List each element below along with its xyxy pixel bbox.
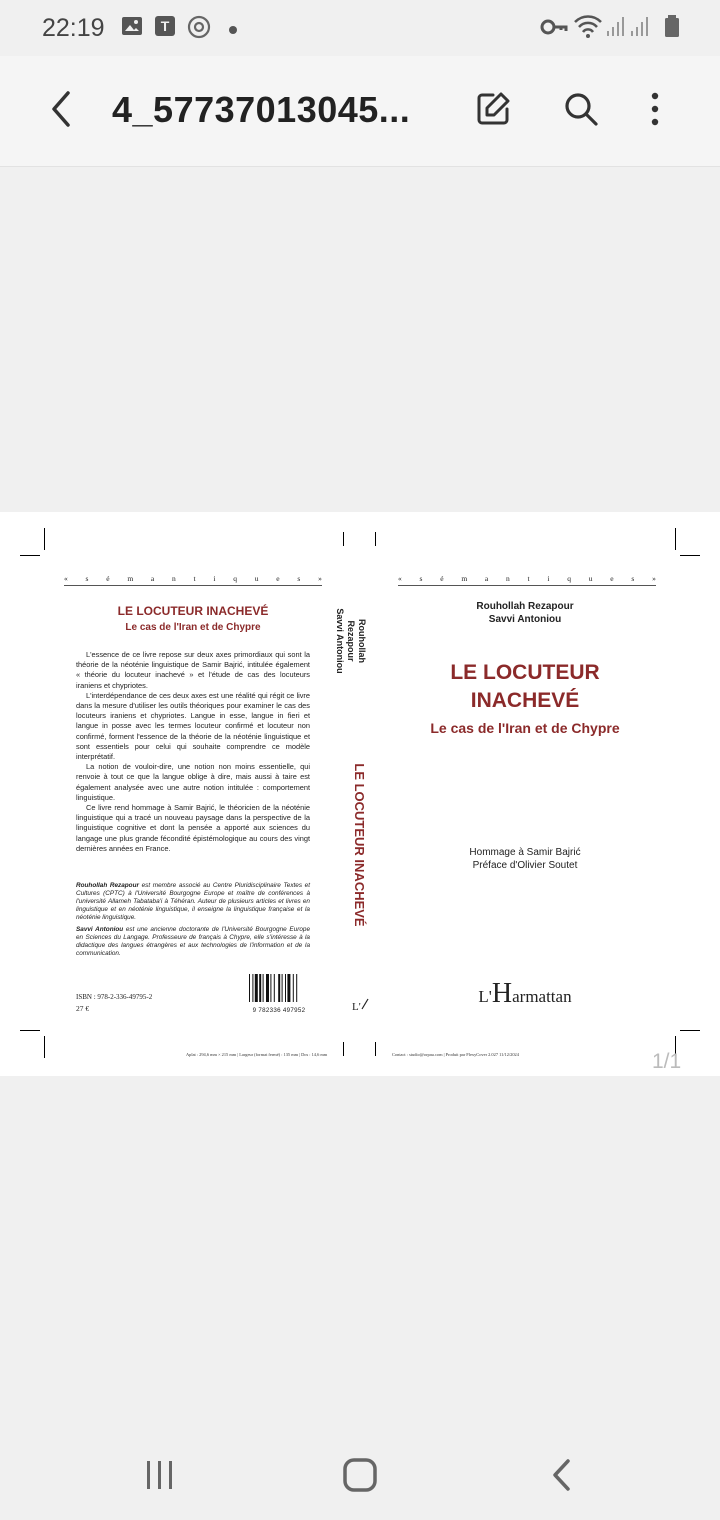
summary-paragraph: Ce livre rend hommage à Samir Bajrić, le théoricien de la néoténie linguistique qui a tracé un nouveau paysage dans la perspective de la linguistique cognitive et dont la pensée a apporté aux sciences du langage une plus grande fécondité épistémologique au cours des vingt dernières années en France.	[76, 803, 310, 853]
bio-author-name: Savvi Antoniou	[76, 926, 124, 933]
back-footer-specs: Aplat : 294,6 mm × 215 mm | Largeur (format fermé) : 135 mm | Dos : 14,6 mm	[186, 1052, 328, 1057]
spine-title: LE LOCUTEUR INACHEVÉ	[352, 763, 367, 927]
crop-mark	[343, 1042, 344, 1056]
isbn-text: ISBN : 978-2-336-49795-2	[76, 993, 153, 1001]
price-text: 27 €	[76, 1004, 90, 1013]
summary-paragraph: La notion de vouloir-dire, une notion non moins essentielle, qui renvoie à tout ce que la langue oblige à dire, mais aussi à taire est également analysée avec une autre notion intitulée : comportement linguistique.	[76, 762, 310, 802]
battery-icon	[664, 14, 680, 43]
barcode-bar	[274, 974, 275, 1002]
back-subtitle: Le cas de l'Iran et de Chypre	[125, 622, 261, 633]
bio-author-name: Rouhollah Rezapour	[76, 882, 139, 889]
front-subtitle: Le cas de l'Iran et de Chypre	[430, 720, 620, 736]
barcode-bar	[282, 974, 283, 1002]
signal-icon-2	[630, 14, 650, 43]
barcode-bar	[266, 974, 269, 1002]
home-button[interactable]	[330, 1450, 390, 1500]
barcode-bar	[296, 974, 297, 1002]
edit-button[interactable]	[468, 84, 518, 134]
barcode-bar	[249, 974, 250, 1002]
front-authors: Rouhollah Rezapour Savvi Antoniou	[476, 601, 574, 625]
home-icon	[342, 1457, 378, 1493]
back-title: LE LOCUTEUR INACHEVÉ	[117, 604, 269, 618]
crop-mark	[375, 532, 376, 546]
app-bar	[0, 56, 720, 167]
back-arrow-icon	[46, 89, 76, 129]
teams-icon	[154, 14, 178, 43]
nav-back-icon	[550, 1458, 574, 1492]
bio-paragraph: Rouhollah Rezapour est membre associé au Centre Pluridisciplinaire Textes et Cultures (CPTC) à l'Université Bourgogne Europe et maître de conférences à l'université Allameh Tabataba'i à Téhéran. Auteur de plusieurs articles et livres en linguistique et en néoténie linguistique, il enseigne la linguistique française et la néoténie linguistique.	[76, 882, 310, 921]
crop-mark	[44, 1036, 45, 1058]
barcode-bar	[278, 974, 280, 1002]
status-time: 22:19	[42, 14, 105, 42]
front-series-rule	[398, 585, 656, 586]
barcode-bar	[252, 974, 253, 1002]
barcode-digits: 9 782336 497952	[252, 1007, 306, 1014]
sync-icon	[186, 14, 212, 45]
author-bios	[76, 882, 310, 962]
notification-dot-icon	[228, 22, 238, 40]
crop-mark	[20, 1030, 40, 1031]
svg-text:T: T	[160, 18, 170, 34]
barcode-bar	[270, 974, 271, 1002]
front-footer-contact: Contact : studio@orpau.com | Produit par FlexyCover 2.027 11/12/2024	[392, 1052, 519, 1057]
more-options-button[interactable]	[630, 84, 680, 134]
crop-mark	[680, 1030, 700, 1031]
search-icon	[561, 89, 601, 129]
harmattan-logo-icon	[361, 998, 369, 1010]
spine-logo: L'	[352, 998, 369, 1013]
back-series-label: « s é m a n t i q u e s »	[64, 574, 322, 583]
recents-button[interactable]	[130, 1450, 190, 1500]
status-bar	[0, 0, 720, 56]
back-series-rule	[64, 585, 322, 586]
crop-mark	[375, 1042, 376, 1056]
more-vert-icon	[649, 89, 661, 129]
crop-mark	[44, 528, 45, 550]
front-title: LE LOCUTEUR INACHEVÉ	[450, 661, 600, 712]
bio-paragraph: Savvi Antoniou est une ancienne doctorante de l'Université Bourgogne Europe en Sciences du Langage. Professeure de français à Chypre, elle s'intéresse à la didactique des langues étrangères et aux technologies de l'information et de la communication.	[76, 926, 310, 957]
edit-icon	[473, 89, 513, 129]
crop-mark	[20, 555, 40, 556]
pdf-page[interactable]	[0, 512, 720, 1076]
crop-mark	[675, 528, 676, 550]
page-indicator: 1/1	[652, 1050, 682, 1073]
vpn-key-icon	[540, 14, 568, 45]
barcode-bar	[255, 974, 258, 1002]
barcode-bar	[287, 974, 290, 1002]
summary-paragraph: L'essence de ce livre repose sur deux axes primordiaux qui sont la théorie de la néoténie linguistique de Samir Bajrić, intitulée également « théorie du locuteur inachevé » et l'étude de cas des locuteurs iraniens et chypriotes.	[76, 650, 310, 690]
crop-mark	[343, 532, 344, 546]
spine-authors: Rouhollah Rezapour Savvi Antoniou	[335, 608, 367, 674]
barcode-bar	[285, 974, 286, 1002]
crop-mark	[680, 555, 700, 556]
navigation-bar	[0, 1430, 720, 1520]
signal-icon	[606, 14, 626, 43]
nav-back-button[interactable]	[532, 1450, 592, 1500]
barcode-bar	[259, 974, 261, 1002]
barcode	[248, 974, 310, 1014]
back-button[interactable]	[36, 84, 86, 134]
gallery-icon	[120, 14, 144, 43]
document-title: 4_57737013045...	[112, 89, 411, 130]
barcode-bar	[263, 974, 264, 1002]
front-series-label: « s é m a n t i q u e s »	[398, 574, 656, 583]
wifi-icon	[573, 14, 603, 45]
summary-paragraph: L'interdépendance de ces deux axes est une réalité qui régit ce livre dans la mesure d'utiliser les outils théoriques pour examiner le cas des locuteurs iraniens et chypriotes. Langue in esse, langue in fieri et langue in posse avec les termes locuteur confirmé et locuteur non confirmé, forment l'essence de la théorie de la néoténie linguistique et sont essentiels pour celui qui souhaite comprendre ce modèle interprétatif.	[76, 690, 310, 762]
recents-icon	[144, 1460, 176, 1490]
front-dedication: Hommage à Samir Bajrić Préface d'Olivier Soutet	[469, 847, 581, 871]
search-button[interactable]	[556, 84, 606, 134]
back-summary	[76, 650, 310, 854]
publisher-logo: L'Harmattan	[478, 978, 572, 1009]
barcode-icon	[248, 974, 310, 1002]
barcode-bar	[293, 974, 294, 1002]
